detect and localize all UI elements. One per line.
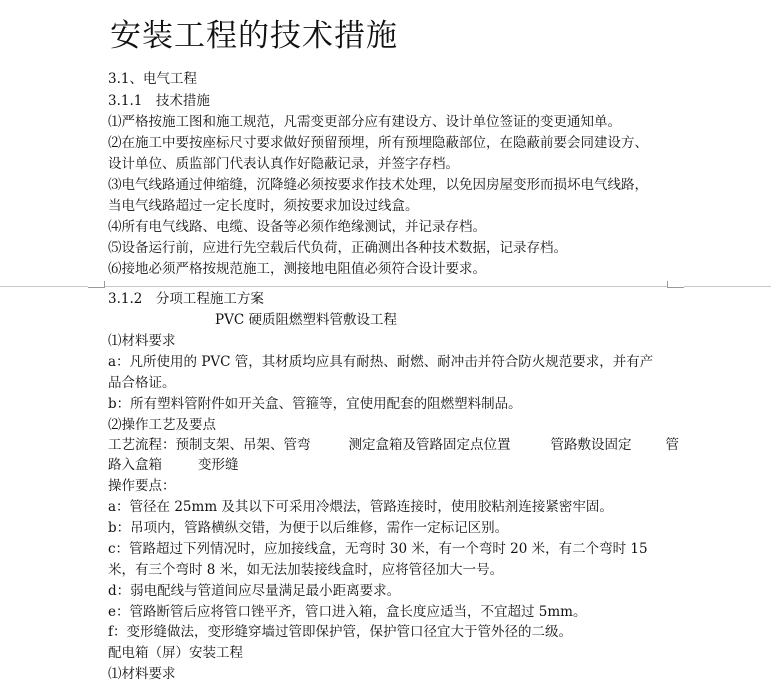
- paragraph-line: 当电气线路超过一定长度时，须按要求加设过线盒。: [108, 198, 419, 214]
- subsection-subtitle: PVC 硬质阻燃塑料管敷设工程: [215, 312, 397, 328]
- corner-mark-left: [88, 281, 105, 288]
- paragraph-line: b：所有塑料管附件如开关盒、管箍等，宜使用配套的阻燃塑料制品。: [108, 396, 522, 412]
- paragraph-line: f：变形缝做法，变形缝穿墙过管即保护管，保护管口径宜大于管外径的二级。: [108, 624, 572, 640]
- corner-mark-right: [667, 281, 684, 288]
- paragraph-line: e：管路断管后应将管口锉平齐，管口进入箱，盒长度应适当，不宜超过 5mm。: [108, 604, 587, 620]
- process-flow-line: [108, 455, 239, 475]
- paragraph-line: ⑴材料要求: [108, 666, 176, 682]
- paragraph-line: ⑴材料要求: [108, 333, 176, 349]
- subsection-heading: 3.1.2 分项工程施工方案: [108, 291, 264, 307]
- paragraph-line: ⑷所有电气线路、电缆、设备等必须作绝缘测试，并记录存档。: [108, 219, 486, 235]
- paragraph-line: b：吊项内，管路横纵交错，为便于以后维修，需作一定标记区别。: [108, 520, 509, 536]
- paragraph-line: ⑶电气线路通过伸缩缝，沉降缝必须按要求作技术处理，以免因房屋变形而损坏电气线路，: [108, 177, 648, 193]
- page-break-line: [0, 286, 771, 287]
- process-step: 测定盒箱及管路固定点位置: [348, 437, 511, 453]
- process-step: 预制支架、吊架、管弯: [175, 437, 311, 453]
- process-step: 管路敷设固定: [550, 437, 632, 453]
- paragraph-line: ⑵在施工中要按座标尺寸要求做好预留预埋，所有预埋隐蔽部位，在隐蔽前要会同建设方、: [108, 135, 648, 151]
- section-heading: 配电箱（屏）安装工程: [108, 645, 243, 661]
- process-step: 管: [665, 437, 679, 453]
- paragraph-line: a：管径在 25mm 及其以下可采用冷煨法，管路连接时，使用胶粘剂连接紧密牢固。: [108, 499, 613, 515]
- paragraph-line: d：弱电配线与管道间应尽量满足最小距离要求。: [108, 583, 401, 599]
- section-heading: 3.1、电气工程: [108, 71, 197, 87]
- subsection-heading: 3.1.1 技术措施: [108, 93, 210, 109]
- process-flow-label: 工艺流程：: [108, 437, 176, 453]
- paragraph-line: c：管路超过下列情况时，应加接线盒，无弯时 30 米，有一个弯时 20 米，有二个弯时 15: [108, 541, 648, 557]
- paragraph-line: 品合格证。: [108, 375, 176, 391]
- paragraph-line: ⑵操作工艺及要点: [108, 417, 216, 433]
- paragraph-line: ⑹接地必须严格按规范施工，测接地电阻值必须符合设计要求。: [108, 261, 486, 277]
- paragraph-line: 米，有三个弯时 8 米，如无法加装接线盒时，应将管径加大一号。: [108, 562, 504, 578]
- process-step: 变形缝: [198, 457, 239, 473]
- paragraph-line: ⑸设备运行前，应进行先空载后代负荷，正确测出各种技术数据，记录存档。: [108, 240, 567, 256]
- process-step: 路入盒箱: [108, 457, 162, 473]
- paragraph-line: ⑴严格按施工图和施工规范，凡需变更部分应有建设方、设计单位签证的变更通知单。: [108, 114, 621, 130]
- paragraph-line: 操作要点：: [108, 478, 176, 494]
- paragraph-line: 设计单位、质监部门代表认真作好隐蔽记录，并签字存档。: [108, 156, 459, 172]
- paragraph-line: a：凡所使用的 PVC 管，其材质均应具有耐热、耐燃、耐冲击并符合防火规范要求，并有产: [108, 354, 654, 370]
- document-title: 安装工程的技术措施: [110, 18, 398, 54]
- process-flow-line: [108, 435, 679, 455]
